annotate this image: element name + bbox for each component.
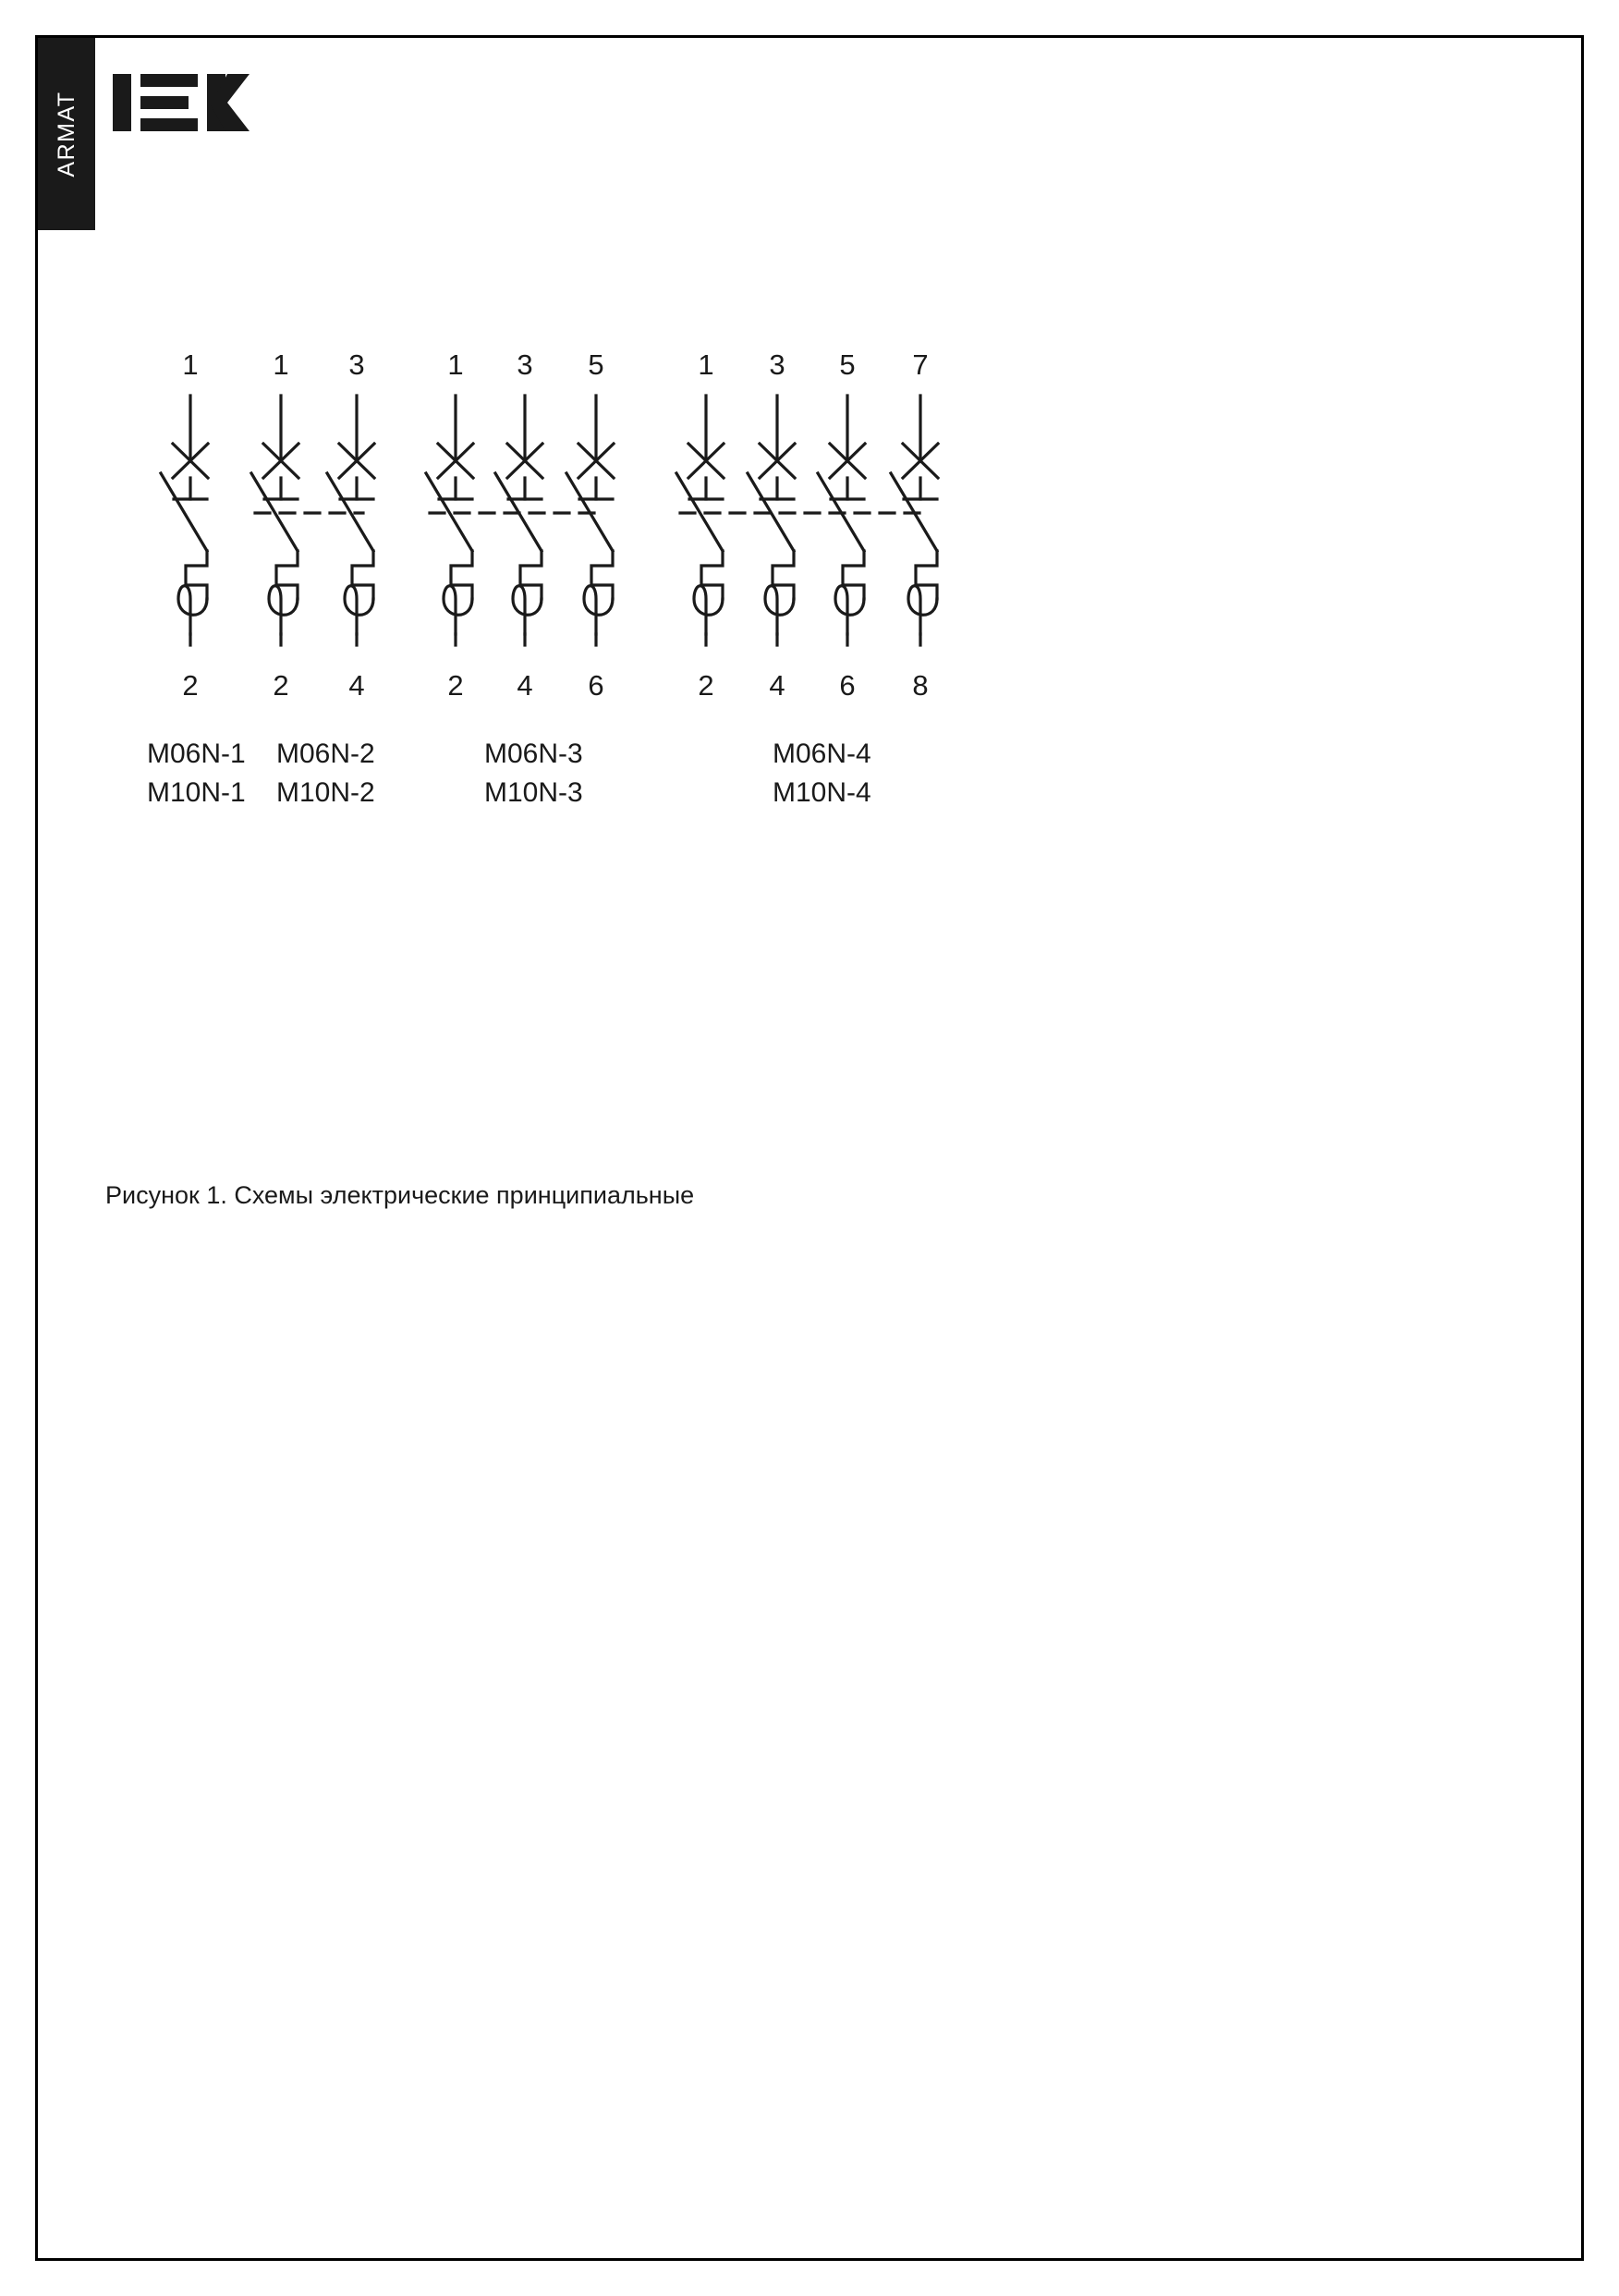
figure-caption: Рисунок 1. Схемы электрические принципиальные: [105, 1181, 695, 1209]
group-label-list: [38, 735, 1581, 846]
terminal-label-top: 1: [698, 351, 714, 381]
group-label-line1: M06N-1: [147, 739, 246, 769]
terminal-label-bottom: 6: [839, 669, 856, 702]
terminal-label-bottom: 8: [912, 669, 929, 702]
terminal-label-top: 7: [912, 351, 929, 381]
brand-block: [38, 38, 95, 230]
brand-vertical-label: ARMAT: [53, 91, 79, 177]
group-label-3p: [484, 735, 583, 812]
terminal-label-bottom: 6: [588, 669, 604, 702]
group-label-line1: M06N-2: [276, 739, 375, 769]
circuit-diagram: [38, 351, 1581, 1035]
terminal-label-bottom: 2: [273, 669, 289, 702]
terminal-label-top: 3: [517, 351, 533, 381]
terminal-label-bottom: 2: [447, 669, 464, 702]
terminal-label-bottom: 2: [182, 669, 199, 702]
terminal-label-top: 1: [273, 351, 289, 381]
group-label-2p: [276, 735, 375, 812]
terminal-label-bottom: 2: [698, 669, 714, 702]
group-label-line1: M06N-4: [773, 739, 871, 769]
terminal-label-bottom: 4: [769, 669, 785, 702]
group-label-line2: M10N-3: [484, 777, 583, 808]
group-label-4p: [773, 735, 871, 812]
group-label-line2: M10N-2: [276, 777, 375, 808]
terminal-label-bottom: 4: [517, 669, 533, 702]
group-label-line2: M10N-1: [147, 777, 246, 808]
terminal-label-top: 3: [348, 351, 365, 381]
group-label-line2: M10N-4: [773, 777, 871, 808]
iek-logo: [109, 57, 285, 150]
terminal-label-top: 1: [447, 351, 464, 381]
terminal-label-bottom: 4: [348, 669, 365, 702]
group-label-1p: [147, 735, 246, 812]
terminal-label-top: 5: [588, 351, 604, 381]
terminal-label-top: 3: [769, 351, 785, 381]
group-label-line1: M06N-3: [484, 739, 583, 769]
terminal-label-top: 5: [839, 351, 856, 381]
terminal-label-top: 1: [182, 351, 199, 381]
